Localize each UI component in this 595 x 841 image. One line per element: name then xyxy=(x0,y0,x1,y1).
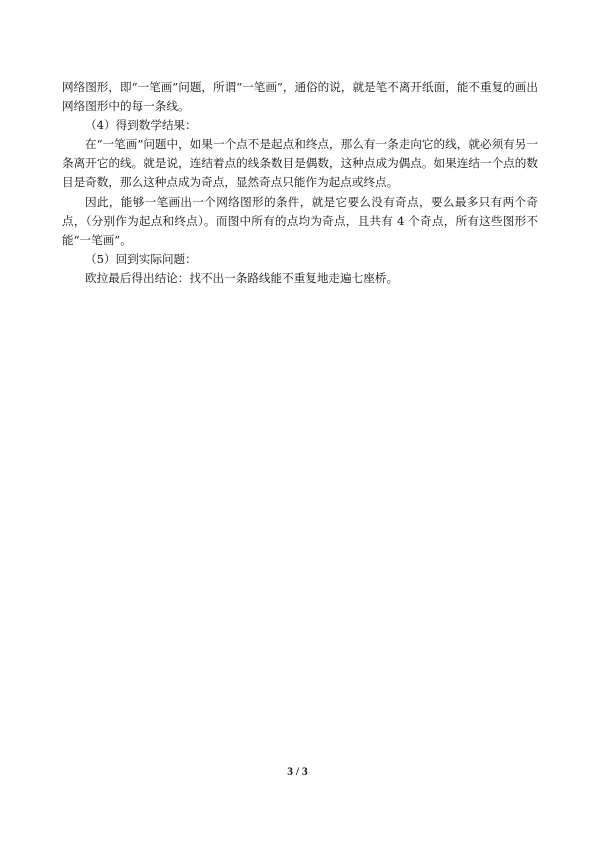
paragraph-euler-conclusion: 欧拉最后得出结论：找不出一条路线能不重复地走遍七座桥。 xyxy=(85,270,399,285)
page-number: 3 / 3 xyxy=(287,766,308,778)
paragraph-continuation: 网络图形，即“一笔画”问题，所谓“一笔画”，通俗的说，就是笔不离开纸面，能不重复的画出网络图形中的每一条线。 xyxy=(62,80,538,114)
document-body xyxy=(62,78,538,288)
paragraph-odd-even-points: 在“一笔画”问题中，如果一个点不是起点和终点，那么有一条走向它的线，就必须有另一条离开它的线。就是说，连结着点的线条数目是偶数，这种点成为偶点。如果连结一个点的数目是奇数，那么这种点成为奇点，显然奇点只能作为起点或终点。 xyxy=(62,137,538,190)
paragraph-conclusion-condition: 因此，能够一笔画出一个网络图形的条件，就是它要么没有奇点，要么最多只有两个奇点，（分别作为起点和终点）。而图中所有的点均为奇点，且共有 4 个奇点，所有这些图形不能“一笔画”。 xyxy=(62,194,538,247)
section-heading-math-result: （4）得到数学结果： xyxy=(85,118,197,133)
section-heading-real-problem: （5）回到实际问题： xyxy=(85,251,197,266)
